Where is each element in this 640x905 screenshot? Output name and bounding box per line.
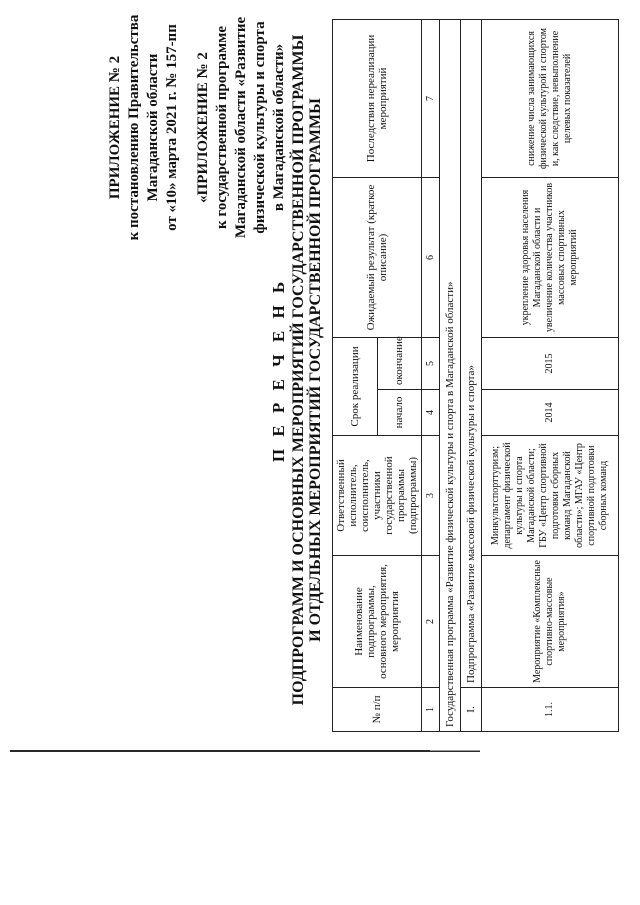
table-header-row — [333, 19, 378, 731]
col-number: 5 — [422, 337, 440, 389]
row-name: Мероприятие «Комплексные спортивно-массовые мероприятия» — [482, 556, 619, 688]
row-start: 2014 — [482, 390, 619, 436]
row-num: 1.1. — [482, 688, 619, 732]
header-num: № п/п — [333, 688, 422, 732]
col-number: 6 — [422, 177, 440, 337]
title-main: П Е Р Е Ч Е Н Ь — [269, 277, 288, 463]
header-start: начало — [377, 390, 422, 436]
scan-edge-line-faint — [430, 750, 480, 751]
col-number: 4 — [422, 390, 440, 436]
subprogram-num: I. — [461, 688, 482, 732]
subprogram-row — [461, 19, 482, 731]
program-row — [440, 19, 461, 731]
appendix-program-line2: Магаданской области «Развитие — [233, 16, 249, 239]
appendix-decree-ref: к постановлению Правительства — [126, 14, 142, 241]
header-result: Ожидаемый результат (краткое описание) — [333, 177, 422, 337]
table-row — [482, 19, 619, 731]
header-executor: Ответственный исполнитель, соисполнитель, участники государственной программы (подпрограммы) — [333, 436, 422, 556]
appendix-program-line4: в Магаданской области» — [271, 43, 287, 212]
scan-edge-line — [10, 750, 480, 752]
col-number: 7 — [422, 19, 440, 177]
document-title — [270, 0, 324, 740]
header-consequences: Последствия нереализации мероприятий — [333, 19, 422, 177]
appendix-program-ref: к государственной программе — [214, 26, 230, 229]
header-end: окончание — [377, 337, 422, 389]
row-consequences: снижение числа занимающихся физической культурой и спортом и, как следствие, невыполнение целевых показателей — [482, 19, 619, 177]
row-result: укрепление здоровья населения Магаданской области и увеличение количества участников массовых спортивных мероприятий — [482, 177, 619, 337]
title-line3: И ОТДЕЛЬНЫХ МЕРОПРИЯТИЙ ГОСУДАРСТВЕННОЙ ПРОГРАММЫ — [307, 98, 324, 642]
rotated-document-sheet — [100, 0, 640, 740]
header-period: Срок реализации — [333, 337, 378, 435]
appendix-quoted-number: «ПРИЛОЖЕНИЕ № 2 — [195, 52, 211, 203]
appendix-block — [106, 10, 289, 245]
col-number: 3 — [422, 436, 440, 556]
appendix-program-line3: физической культуры и спорта — [252, 21, 268, 234]
row-end: 2015 — [482, 337, 619, 389]
col-number: 1 — [422, 688, 440, 732]
col-number: 2 — [422, 556, 440, 688]
column-numbers-row — [422, 19, 440, 731]
header-name: Наименование подпрограммы, основного мероприятия, мероприятия — [333, 556, 422, 688]
appendix-number: ПРИЛОЖЕНИЕ № 2 — [107, 55, 123, 200]
appendix-decree-date: от «10» марта 2021 г. № 157-пп — [164, 24, 180, 231]
title-line2: ПОДПРОГРАММ И ОСНОВНЫХ МЕРОПРИЯТИЙ ГОСУДАРСТВЕННОЙ ПРОГРАММЫ — [290, 34, 307, 706]
program-title: Государственная программа «Развитие физической культуры и спорта в Магаданской области» — [440, 19, 461, 731]
subprogram-title: Подпрограмма «Развитие массовой физической культуры и спорта» — [461, 19, 482, 687]
appendix-region: Магаданской области — [145, 53, 161, 202]
row-executor: Минкультспорттуризм; департамент физической культуры и спорта Магаданской области; ГБУ «Центр спортивной подготовки сборных команд Магаданской области»; МГАУ «Центр спортивной подготовки сборных команд — [482, 436, 619, 556]
measures-table — [332, 19, 619, 732]
